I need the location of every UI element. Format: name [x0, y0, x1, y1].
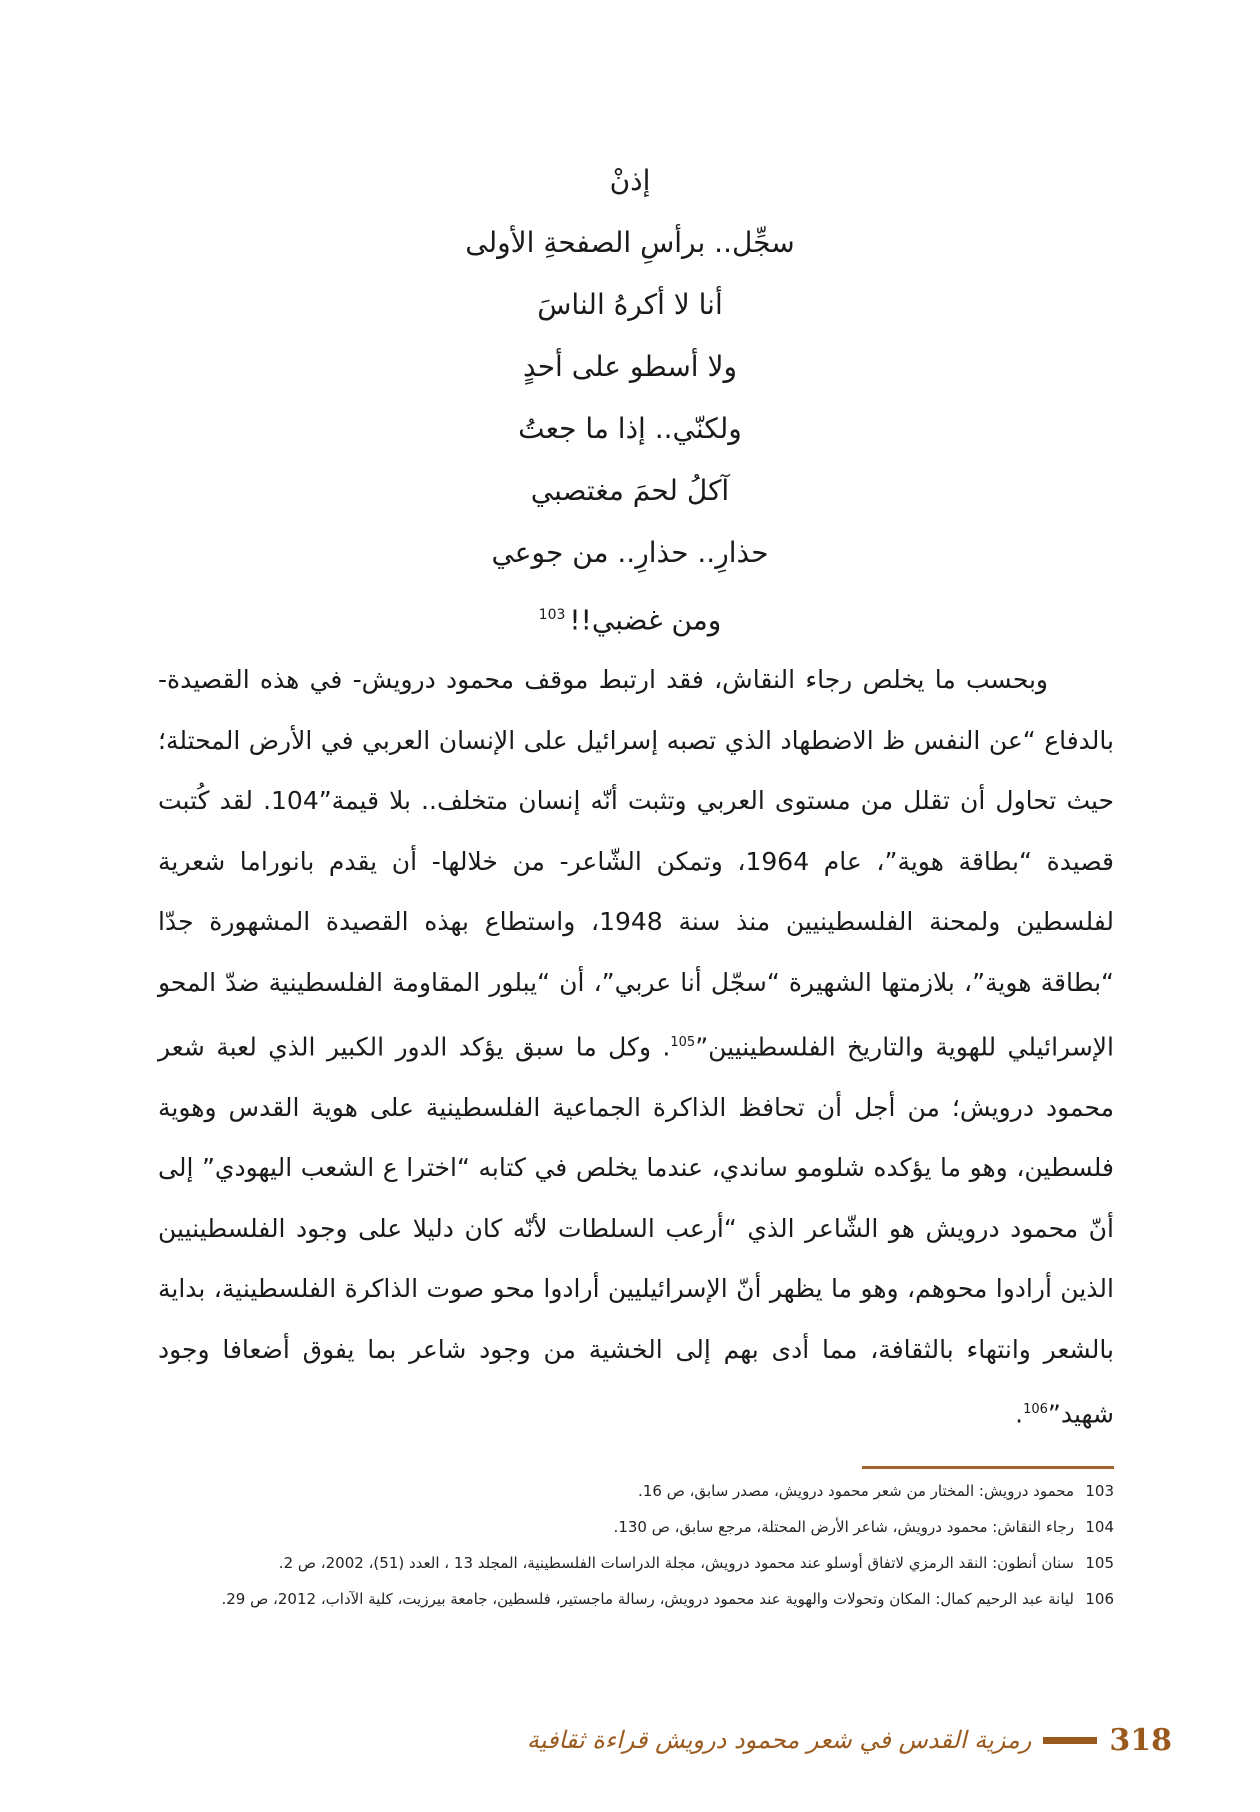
footnote-text: سنان أنطون: النقد الرمزي لاتفاق أوسلو عند محمود درويش، مجلة الدراسات الفلسطينية، المجلد 13 ، العدد (51)، 2002، ص 2.: [278, 1554, 1074, 1572]
footnote-number: 105: [1085, 1554, 1114, 1572]
body-paragraph: [158, 650, 1114, 1445]
footnote-text: رجاء النقاش: محمود درويش، شاعر الأرض المحتلة، مرجع سابق، ص 130.: [613, 1518, 1074, 1536]
poem-line: حذارِ.. حذارِ.. من جوعي: [491, 536, 769, 569]
poem-line: إذنْ: [609, 164, 651, 197]
footnote-number: 104: [1085, 1518, 1114, 1536]
poem-line: ولكنّي.. إذا ما جعتُ: [518, 412, 742, 445]
footnote: [158, 1550, 1114, 1576]
poem-line: أنا لا أكرهُ الناسَ: [537, 288, 723, 321]
footnote: [158, 1478, 1114, 1504]
paragraph-text-1: وبحسب ما يخلص رجاء النقاش، فقد ارتبط موقف محمود درويش- في هذه القصيدة- بالدفاع “عن النفس ظ الاضطهاد الذي تصبه إسرائيل على الإنسان العربي في الأرض المحتلة؛ حيث تحاول أن تقلل من مستوى العربي وتثبت أنّه إنسان متخلف.. بلا قيمة”104. لقد كُتبت قصيدة “بطاقة هوية”، عام 1964، وتمكن الشّاعر- من خلالها- أن يقدم بانوراما شعرية لفلسطين ولمحنة الفلسطينيين منذ سنة 1948، واستطاع بهذه القصيدة المشهورة جدّا “بطاقة هوية”، بلازمتها الشهيرة “سجّل أنا عربي”، أن “يبلور المقاومة الفلسطينية ضدّ المحو الإسرائيلي للهوية والتاريخ الفلسطينيين”: [158, 665, 1114, 1062]
footer-bar: [1043, 1737, 1097, 1744]
poem-line-text: ومن غضبي!!: [569, 603, 722, 637]
page-number: 318: [1109, 1722, 1172, 1758]
poem-block: [0, 150, 1260, 646]
paragraph-text-2: . وكل ما سبق يؤكد الدور الكبير الذي لعبة شعر محمود درويش؛ من أجل أن تحافظ الذاكرة الجماعية الفلسطينية على هوية القدس وهوية فلسطين، وهو ما يؤكده شلومو ساندي، عندما يخلص في كتابه “اخترا ع الشعب اليهودي” إلى أنّ محمود درويش هو الشّاعر الذي “أرعب السلطات لأنّه كان دليلا على وجود الفلسطينيين الذين أرادوا محوهم، وهو ما يظهر أنّ الإسرائيليين أرادوا محو صوت الذاكرة الفلسطينية، بداية بالشعر وانتهاء بالثقافة، مما أدى بهم إلى الخشية من وجود شاعر بما يفوق أضعافا وجود شهيد”: [158, 1032, 1114, 1429]
poem-line: آكلُ لحمَ مغتصبي: [530, 474, 730, 507]
page-footer: [520, 1720, 1172, 1760]
footnotes: [158, 1478, 1114, 1622]
running-title: رمزية القدس في شعر محمود درويش قراءة ثقافية: [526, 1726, 1032, 1754]
footnote-number: 103: [1085, 1482, 1114, 1500]
footnote-ref-106: 106: [1023, 1402, 1048, 1418]
footnote: [158, 1514, 1114, 1540]
footnote-divider: [862, 1466, 1114, 1469]
poem-line: سجِّل.. برأسِ الصفحةِ الأولى: [465, 226, 795, 259]
paragraph: [158, 650, 1114, 1445]
poem-line: ولا أسطو على أحدٍ: [523, 350, 737, 383]
footnote-ref-105: 105: [670, 1035, 696, 1050]
footnote: [158, 1586, 1114, 1612]
paragraph-text-3: .: [1015, 1399, 1024, 1429]
poem-line-last: [0, 584, 1260, 646]
footnote-text: ليانة عبد الرحيم كمال: المكان وتحولات والهوية عند محمود درويش، رسالة ماجستير، فلسطين، جامعة بيرزيت، كلية الآداب، 2012، ص 29.: [221, 1590, 1074, 1608]
footnote-number: 106: [1085, 1590, 1114, 1608]
footnote-text: محمود درويش: المختار من شعر محمود درويش، مصدر سابق، ص 16.: [638, 1482, 1074, 1500]
footnote-ref-103: 103: [538, 607, 566, 623]
